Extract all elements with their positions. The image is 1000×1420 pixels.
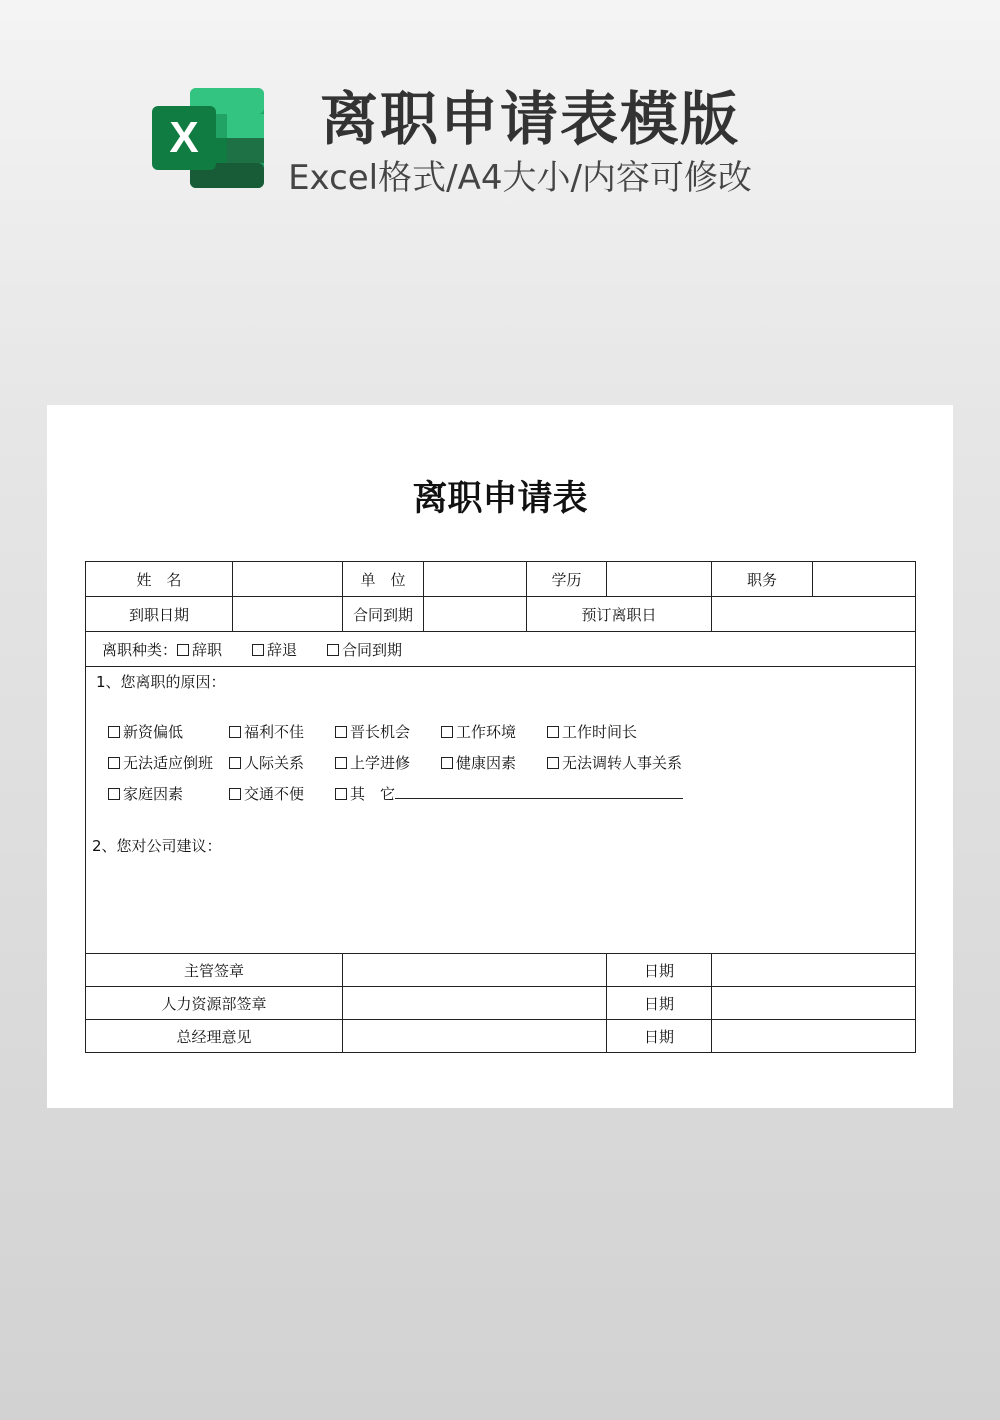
reason-option[interactable]: 工作环境 [441, 721, 516, 742]
date-label: 日期 [607, 954, 712, 987]
checkbox-icon[interactable] [177, 644, 189, 656]
signature-row [86, 1020, 916, 1053]
reason-option[interactable]: 健康因素 [441, 752, 516, 773]
checkbox-icon[interactable] [335, 788, 347, 800]
other-reason-input-line[interactable] [395, 786, 683, 799]
checkbox-icon[interactable] [335, 757, 347, 769]
reason-option[interactable]: 工作时间长 [547, 721, 637, 742]
banner [0, 0, 1000, 240]
education-field[interactable] [607, 562, 712, 597]
signature-label: 总经理意见 [86, 1020, 343, 1053]
checkbox-icon[interactable] [252, 644, 264, 656]
form-row-dates [86, 597, 916, 632]
checkbox-icon[interactable] [441, 757, 453, 769]
signature-field[interactable] [343, 1020, 607, 1053]
reason-option[interactable]: 无法适应倒班 [108, 752, 213, 773]
resignation-form-table [85, 561, 916, 1053]
reason-option[interactable]: 交通不便 [229, 783, 304, 804]
form-row-reasons [86, 667, 916, 954]
signature-field[interactable] [343, 987, 607, 1020]
checkbox-icon[interactable] [441, 726, 453, 738]
excel-logo-icon [152, 88, 264, 188]
reason-option[interactable]: 家庭因素 [108, 783, 183, 804]
position-label: 职务 [712, 562, 813, 597]
contract-expiry-field[interactable] [424, 597, 527, 632]
form-row-basic-info [86, 562, 916, 597]
suggestion-question: 2、您对公司建议： [92, 837, 222, 855]
checkbox-icon[interactable] [547, 757, 559, 769]
reason-option[interactable]: 新资偏低 [108, 721, 183, 742]
reason-option[interactable]: 晋长机会 [335, 721, 410, 742]
signature-field[interactable] [343, 954, 607, 987]
join-date-label: 到职日期 [86, 597, 233, 632]
signature-row [86, 987, 916, 1020]
reason-option-other[interactable]: 其 它 [335, 783, 683, 804]
checkbox-icon[interactable] [547, 726, 559, 738]
name-label: 姓 名 [86, 562, 233, 597]
checkbox-icon[interactable] [108, 757, 120, 769]
reason-option[interactable]: 福利不佳 [229, 721, 304, 742]
checkbox-icon[interactable] [229, 726, 241, 738]
reason-question: 1、您离职的原因： [96, 673, 226, 691]
signature-row [86, 954, 916, 987]
join-date-field[interactable] [233, 597, 343, 632]
checkbox-icon[interactable] [229, 788, 241, 800]
unit-field[interactable] [424, 562, 527, 597]
banner-title: 离职申请表模版 [319, 85, 740, 153]
leave-type-option[interactable]: 合同到期 [327, 641, 402, 659]
signature-label: 人力资源部签章 [86, 987, 343, 1020]
planned-leave-label: 预订离职日 [527, 597, 712, 632]
date-field[interactable] [712, 1020, 916, 1053]
document-sheet [47, 405, 953, 1108]
form-row-leave-type [86, 632, 916, 667]
reason-option[interactable]: 上学进修 [335, 752, 410, 773]
document-title: 离职申请表 [412, 479, 588, 519]
banner-subtitle: Excel格式/A4大小/内容可修改 [288, 158, 752, 198]
position-field[interactable] [813, 562, 916, 597]
reason-option[interactable]: 无法调转人事关系 [547, 752, 682, 773]
date-label: 日期 [607, 1020, 712, 1053]
date-field[interactable] [712, 954, 916, 987]
logo-letter: X [169, 113, 199, 162]
checkbox-icon[interactable] [327, 644, 339, 656]
unit-label: 单 位 [343, 562, 424, 597]
planned-leave-field[interactable] [712, 597, 916, 632]
name-field[interactable] [233, 562, 343, 597]
reason-option[interactable]: 人际关系 [229, 752, 304, 773]
leave-type-label: 离职种类： [102, 640, 178, 659]
leave-type-option[interactable]: 辞退 [252, 641, 297, 659]
checkbox-icon[interactable] [108, 788, 120, 800]
checkbox-icon[interactable] [108, 726, 120, 738]
contract-expiry-label: 合同到期 [343, 597, 424, 632]
education-label: 学历 [527, 562, 607, 597]
checkbox-icon[interactable] [335, 726, 347, 738]
date-field[interactable] [712, 987, 916, 1020]
leave-type-option[interactable]: 辞职 [177, 641, 222, 659]
signature-label: 主管签章 [86, 954, 343, 987]
date-label: 日期 [607, 987, 712, 1020]
checkbox-icon[interactable] [229, 757, 241, 769]
